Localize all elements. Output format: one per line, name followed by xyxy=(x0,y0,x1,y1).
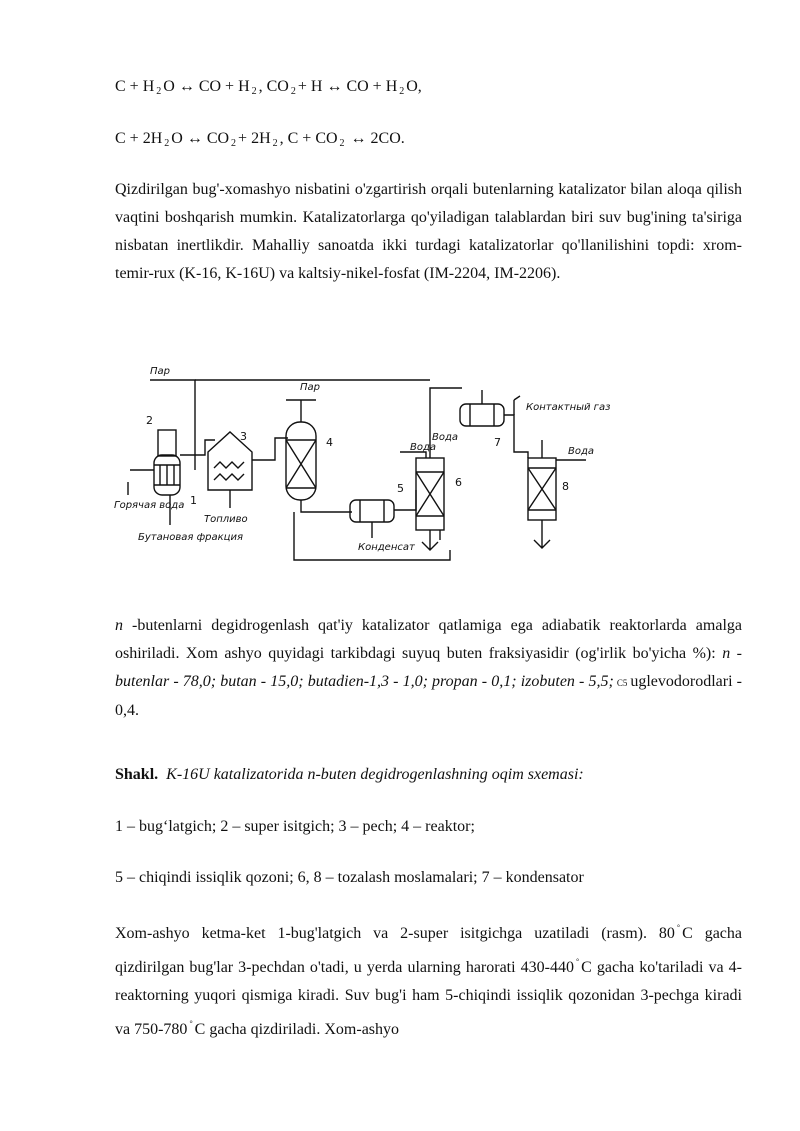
text-span: Xom-ashyo ketma-ket 1-bug'latgich va 2-super isitgichga uzatiladi (rasm). 80 xyxy=(115,925,675,942)
label-number-4: 4 xyxy=(326,436,333,449)
label-number-2: 2 xyxy=(146,414,153,427)
text-span: C gacha ko'tariladi va 4-reaktorning yuqori qismiga kiradi. Suv bug'i ham 5-chiqindi issiqlik qozonidan 3-pechga kiradi va 750-780 xyxy=(115,959,742,1038)
paragraph-process-description xyxy=(115,914,742,1044)
label-number-5: 5 xyxy=(397,482,404,495)
process-flow-diagram xyxy=(110,360,630,570)
eq1-sub: 2 xyxy=(290,86,296,97)
eq1-part: CO + H xyxy=(198,78,250,95)
equation-1 xyxy=(115,78,422,97)
eq1-sub: 2 xyxy=(251,86,257,97)
eq2-arrow: ↔ xyxy=(186,130,203,147)
eq2-sub: 2 xyxy=(339,138,345,149)
label-number-8: 8 xyxy=(562,480,569,493)
legend-line-1: 1 – bug‘latgich; 2 – super isitgich; 3 – pech; 4 – reaktor; xyxy=(115,818,475,835)
eq2-part: C + 2H xyxy=(115,130,163,147)
degree-sign: ° xyxy=(189,1019,193,1028)
label-water-1: Вода xyxy=(410,442,437,453)
label-butane-fraction: Бутановая фракция xyxy=(138,532,243,543)
text-span: C gacha qizdirilgan bug'lar 3-pechdan o'tadi, u yerda ularning harorati 430-440 xyxy=(115,925,742,976)
eq1-arrow: ↔ xyxy=(178,78,195,95)
caption-italic: K-16U katalizatorida n-buten degidrogenlashning oqim sxemasi: xyxy=(166,766,584,783)
condenser-shape xyxy=(460,404,504,426)
eq2-part: , C + CO xyxy=(279,130,338,147)
eq2-sub: 2 xyxy=(272,138,278,149)
eq2-part: O xyxy=(171,130,183,147)
degree-sign: ° xyxy=(575,957,580,966)
eq1-part: C + H xyxy=(115,78,155,95)
superheater-shape xyxy=(158,430,176,456)
text-span: -butenlarni degidrogenlash qat'iy katalizator qatlamiga ega adiabatik reaktorlarda amalga oshiriladi. Xom ashyo quyidagi tarkibdagi suyuq buten fraksiyasidir (og'irlik bo'yicha %): xyxy=(115,617,742,662)
eq1-sub: 2 xyxy=(399,86,405,97)
label-steam-top: Пар xyxy=(300,382,320,393)
figure-caption xyxy=(115,766,584,784)
eq2-part: + 2H xyxy=(238,130,271,147)
eq2-sub: 2 xyxy=(164,138,170,149)
label-number-7: 7 xyxy=(494,436,501,449)
legend-line-2: 5 – chiqindi issiqlik qozoni; 6, 8 – tozalash moslamalari; 7 – kondensator xyxy=(115,869,584,886)
degree-sign: ° xyxy=(676,923,681,932)
label-water-2: Вода xyxy=(432,432,459,443)
text-span: uglevodorodlari - 0,4. xyxy=(115,673,742,719)
eq1-sub: 2 xyxy=(156,86,162,97)
italic-n: n xyxy=(115,617,123,634)
eq1-part: O, xyxy=(406,78,422,95)
waste-heat-boiler-shape xyxy=(350,500,394,522)
text-span: C gacha qizdiriladi. Xom-ashyo xyxy=(194,1021,400,1038)
label-contact-gas: Контактный газ xyxy=(526,402,611,413)
eq2-arrow: ↔ xyxy=(350,130,367,147)
eq2-sub: 2 xyxy=(231,138,237,149)
eq2-part: 2CO. xyxy=(370,130,405,147)
label-condensate: Конденсат xyxy=(358,542,415,553)
eq1-part: , CO xyxy=(258,78,289,95)
eq1-part: CO + H xyxy=(346,78,398,95)
label-water-3: Вода xyxy=(568,446,595,457)
paragraph-catalysts: Qizdirilgan bug'-xomashyo nisbatini o'zgartirish orqali butenlarning katalizator bilan aloqa qilish vaqtini boshqarish mumkin. Katalizatorlarga qo'yiladigan talablardan biri suv bug'ining ta'siriga nisbatan inertlikdir. Mahalliy sanoatda ikki turdagi katalizatorlar qo'llanilishini topdi: xrom-temir-rux (K-16, K-16U) va kaltsiy-nikel-fosfat (IM-2204, IM-2206). xyxy=(115,181,742,282)
label-hot-water: Горячая вода xyxy=(114,500,185,511)
eq1-arrow: ↔ xyxy=(326,78,343,95)
italic-composition: n -butenlar - 78,0; butan - 15,0; butadien-1,3 - 1,0; propan - 0,1; izobuten - 5,5; xyxy=(115,645,742,690)
label-fuel: Топливо xyxy=(204,514,248,525)
label-number-6: 6 xyxy=(455,476,462,489)
label-steam-left: Пар xyxy=(150,366,170,377)
paragraph-feed-composition xyxy=(115,612,742,725)
eq2-part: CO xyxy=(206,130,230,147)
caption-bold: Shakl. xyxy=(115,766,159,783)
equation-2 xyxy=(115,130,405,149)
label-number-3: 3 xyxy=(240,430,247,443)
eq1-part: + H xyxy=(297,78,323,95)
c5-label: C5 xyxy=(616,678,628,688)
eq1-part: O xyxy=(163,78,175,95)
label-number-1: 1 xyxy=(190,494,197,507)
